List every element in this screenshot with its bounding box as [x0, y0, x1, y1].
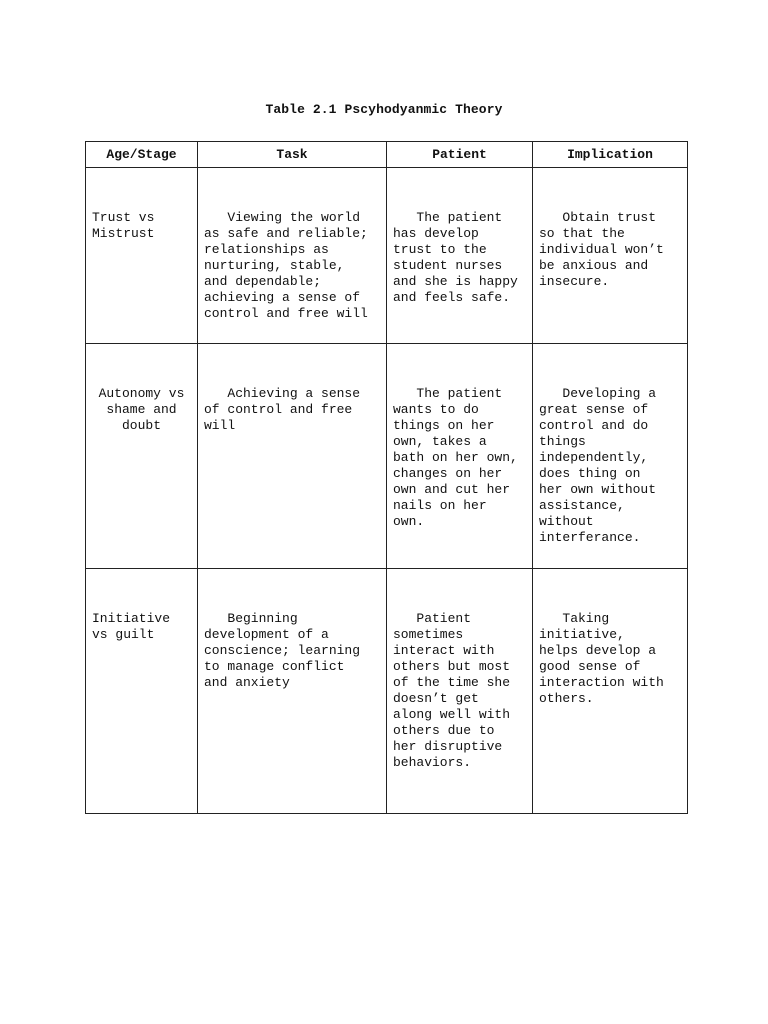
cell-text: Beginning development of a conscience; learning to manage conflict and anxiety: [204, 611, 361, 690]
cell-text: Viewing the world as safe and reliable; relationships as nurturing, stable, and dependable; achieving a sense of control and free will: [204, 210, 368, 321]
cell-text: Developing a great sense of control and do things independently, does thing on her own without assistance, without interferance.: [539, 386, 657, 545]
cell-task: [198, 168, 387, 344]
header-implication: Implication: [533, 142, 688, 168]
cell-text: Autonomy vs shame and doubt: [98, 386, 185, 433]
table-row: [86, 344, 688, 569]
header-patient: Patient: [387, 142, 533, 168]
cell-text: The patient has develop trust to the student nurses and she is happy and feels safe.: [393, 210, 518, 305]
cell-age-stage: [86, 569, 198, 814]
cell-age-stage: [86, 344, 198, 569]
cell-implication: [533, 569, 688, 814]
cell-text: Obtain trust so that the individual won’t be anxious and insecure.: [539, 210, 664, 289]
table-header-row: [86, 142, 688, 168]
cell-task: [198, 344, 387, 569]
cell-implication: [533, 344, 688, 569]
cell-patient: [387, 569, 533, 814]
cell-text: Patient sometimes interact with others but most of the time she doesn’t get along well with others due to her disruptive behaviors.: [393, 611, 511, 770]
cell-implication: [533, 168, 688, 344]
page-title: Table 2.1 Pscyhodyanmic Theory: [265, 102, 503, 117]
table-row: [86, 168, 688, 344]
cell-text: The patient wants to do things on her own, takes a bath on her own, changes on her own and cut her nails on her own.: [393, 386, 518, 529]
cell-age-stage: [86, 168, 198, 344]
cell-text: Achieving a sense of control and free will: [204, 386, 361, 433]
cell-text: Initiative vs guilt: [92, 611, 171, 642]
table-row: [86, 569, 688, 814]
header-task: Task: [198, 142, 387, 168]
cell-text: Taking initiative, helps develop a good sense of interaction with others.: [539, 611, 664, 706]
header-age-stage: Age/Stage: [86, 142, 198, 168]
cell-patient: [387, 168, 533, 344]
cell-text: Trust vs Mistrust: [92, 210, 155, 241]
cell-task: [198, 569, 387, 814]
cell-patient: [387, 344, 533, 569]
theory-table: [85, 141, 688, 814]
